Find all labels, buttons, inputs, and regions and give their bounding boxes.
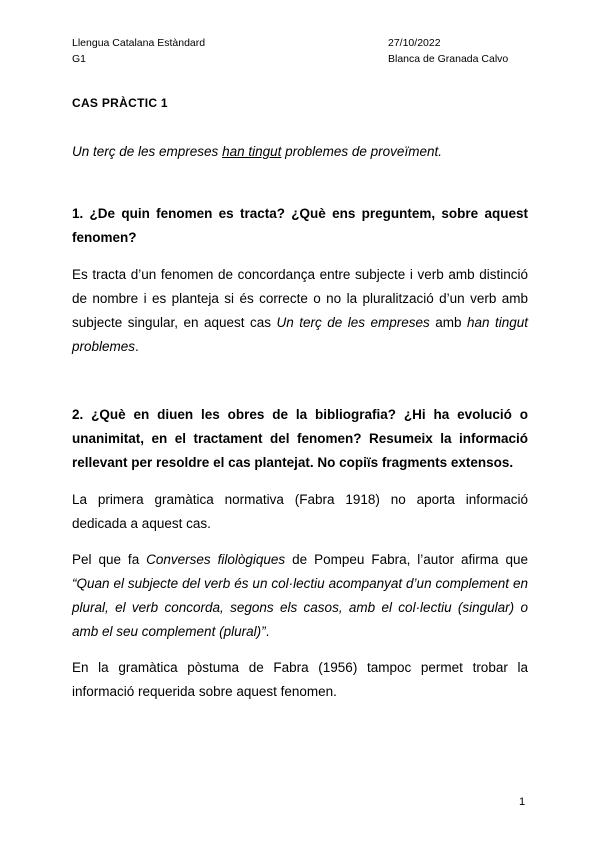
header-right bbox=[388, 35, 508, 67]
answer-2-para-2-end: . bbox=[265, 624, 270, 639]
answer-1-italic-2: han tingut problemes bbox=[72, 315, 528, 354]
answer-2-para-2-mid: de Pompeu Fabra, l’autor afirma que bbox=[285, 552, 529, 567]
group-label: G1 bbox=[72, 53, 87, 65]
author-name: Blanca de Granada Calvo bbox=[388, 53, 509, 65]
answer-1 bbox=[72, 263, 528, 359]
answer-1-text: Es tracta d’un fenomen de concordança entre subjecte i verb amb distinció de nombre i es planteja si és correcte o no la pluralització d’un verb amb subjecte singular, en aquest cas bbox=[72, 267, 528, 330]
course-name: Llengua Catalana Estàndard bbox=[72, 37, 206, 49]
case-statement-after: problemes de proveïment. bbox=[281, 144, 442, 159]
answer-1-mid: amb bbox=[429, 315, 467, 330]
question-1: 1. ¿De quin fenomen es tracta? ¿Què ens preguntem, sobre aquest fenomen? bbox=[72, 206, 528, 245]
answer-2-para-2 bbox=[72, 548, 528, 644]
answer-1-end: . bbox=[135, 339, 139, 354]
header-left bbox=[72, 35, 205, 67]
answer-2-para-3: En la gramàtica pòstuma de Fabra (1956) tampoc permet trobar la informació requerida sobre aquest fenomen. bbox=[72, 660, 528, 699]
document-body bbox=[72, 202, 528, 704]
page-title: CAS PRÀCTIC 1 bbox=[72, 96, 168, 110]
case-statement-underlined: han tingut bbox=[222, 144, 282, 159]
answer-2-para-2-quote: “Quan el subjecte del verb és un col·lectiu acompanyat d’un complement en plural, el verb concorda, segons els casos, amb el col·lectiu (singular) o amb el seu complement (plural)” bbox=[72, 576, 528, 639]
answer-1-italic-1: Un terç de les empreses bbox=[276, 315, 430, 330]
answer-2-para-2-before: Pel que fa bbox=[72, 552, 147, 567]
date-label: 27/10/2022 bbox=[388, 37, 441, 49]
case-statement bbox=[72, 144, 442, 159]
question-2: 2. ¿Què en diuen les obres de la bibliografia? ¿Hi ha evolució o unanimitat, en el tractament del fenomen? Resumeix la informació rellevant per resoldre el cas plantejat. No copiïs fragments extensos. bbox=[72, 407, 528, 470]
answer-2-para-2-work: Converses filològiques bbox=[146, 552, 286, 567]
page-number: 1 bbox=[519, 796, 526, 808]
answer-2-para-1: La primera gramàtica normativa (Fabra 1918) no aporta informació dedicada a aquest cas. bbox=[72, 492, 528, 531]
case-statement-before: Un terç de les empreses bbox=[72, 144, 223, 159]
